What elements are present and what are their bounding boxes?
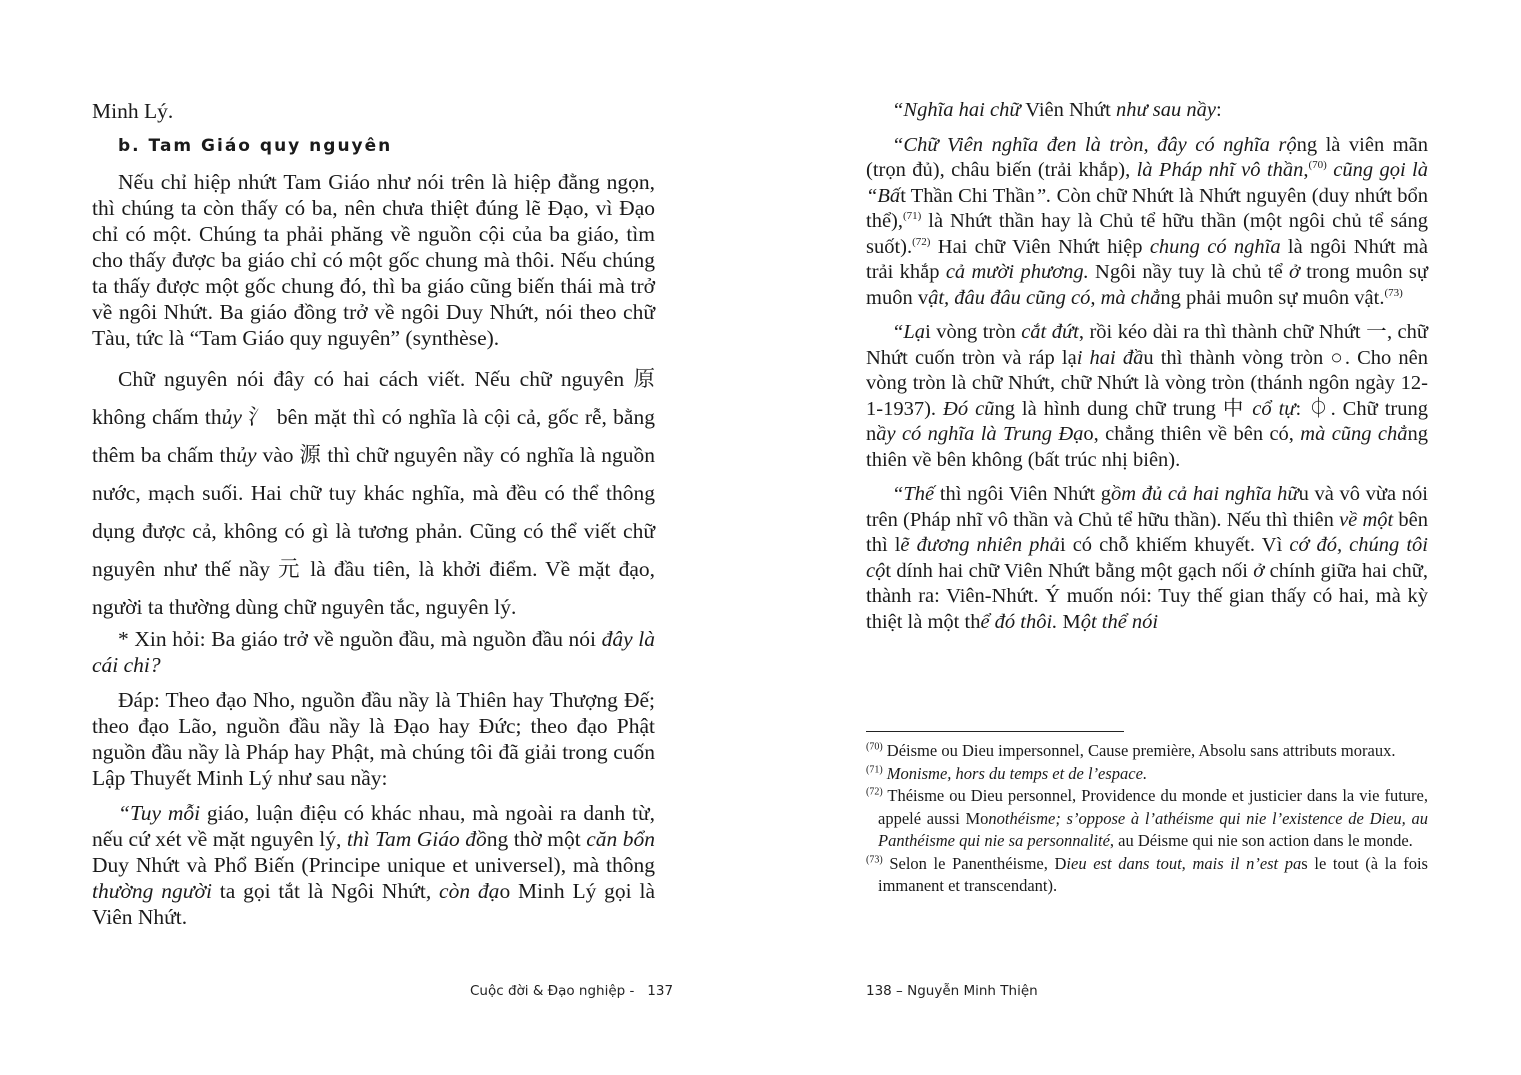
footnote-divider (866, 731, 1124, 732)
paragraph: Chữ nguyên nói đây có hai cách viết. Nếu chữ nguyên 原 không chấm thủy 氵 bên mặt thì có nghĩa là cội cả, gốc rễ, bằng thêm ba chấm thủy vào 源 thì chữ nguyên nầy có nghĩa là nguồn nước, mạch suối. Hai chữ tuy khác nghĩa, mà đều có thể thông dụng được cả, không có gì là tương phản. Cũng có thể viết chữ nguyên như thế nầy 元 là đầu tiên, là khởi điểm. Về mặt đạo, người ta thường dùng chữ nguyên tắc, nguyên lý. (92, 367, 655, 619)
section-heading: b. Tam Giáo quy nguyên (118, 136, 393, 156)
page-footer-left: Cuộc đời & Đạo nghiệp - 137 (470, 983, 674, 999)
page-footer-right: 138 – Nguyễn Minh Thiện (866, 983, 1038, 999)
footnote-ref: (73) (1384, 286, 1403, 299)
footnote: $^{(71)}$ Monisme, hors du temps et de l’espace. (866, 763, 1148, 783)
paragraph: “Nghĩa hai chữ Viên Nhứt như sau nầy: (892, 99, 1222, 121)
paragraph: “Lại vòng tròn cắt đứt, rồi kéo dài ra thì thành chữ Nhứt 一, chữ Nhứt cuốn tròn và ráp lại hai đầu thì thành vòng tròn ○. Cho nên vòng tròn là chữ Nhứt, chữ Nhứt là vòng tròn (thánh ngôn ngày 12-1-1937). Đó cũng là hình dung chữ trung 中 cổ tự: ⏀. Chữ trung nầy có nghĩa là Trung Đạo, chẳng thiên về bên có, mà cũng chẳng thiên về bên không (bất trúc nhị biên). (866, 321, 1429, 471)
right-page (866, 98, 1428, 644)
footnote: $^{(70)}$ Déisme ou Dieu impersonnel, Cause première, Absolu sans attributs moraux. (866, 741, 1396, 760)
paragraph: Nếu chỉ hiệp nhứt Tam Giáo như nói trên là hiệp đằng ngọn, thì chúng ta còn thấy có ba, nên chưa thiệt đúng lẽ Đạo, vì Đạo chỉ có một. Chúng ta phải phăng về nguồn cội của ba giáo, tìm cho thấy được ba giáo chỉ có một gốc chung mà thôi. Nếu chúng ta thấy được một gốc chung đó, thì ba giáo cũng biến thái mà trở về ngôi Nhứt. Ba giáo đồng trở về ngôi Duy Nhứt, nói theo chữ Tàu, tức là “Tam Giáo quy nguyên” (synthèse). (92, 170, 655, 350)
footnote-ref: (70) (1308, 159, 1327, 172)
left-page (92, 98, 655, 939)
question: * Xin hỏi: Ba giáo trở về nguồn đầu, mà nguồn đầu nói đây là cái chi? (92, 627, 655, 677)
footnote: $^{(72)}$ Théisme ou Dieu personnel, Providence du monde et justicier dans la vie future, appelé aussi Monothéisme; s’oppose à l’athéisme qui nie l’existence de Dieu, au Panthéisme qui nie sa personnalité, au Déisme qui nie son action dans le monde. (866, 786, 1428, 850)
paragraph: “Thế thì ngôi Viên Nhứt gồm đủ cả hai nghĩa hữu và vô vừa nói trên (Pháp nhĩ vô thần và Chủ tể hữu thần). Nếu thì thiên về một bên thì lẽ đương nhiên phải có chỗ khiếm khuyết. Vì cớ đó, chúng tôi cột dính hai chữ Viên Nhứt bằng một gạch nối ở chính giữa hai chữ, thành ra: Viên-Nhứt. Ý muốn nói: Tuy thế gian thấy có hai, mà kỳ thiệt là một thể đó thôi. Một thể nói (866, 483, 1429, 633)
footnote-ref: (71) (903, 210, 922, 223)
answer: Đáp: Theo đạo Nho, nguồn đầu nầy là Thiên hay Thượng Đế; theo đạo Lão, nguồn đầu nầy là Đạo hay Đức; theo đạo Phật nguồn đầu nầy là Pháp hay Phật, mà chúng tôi đã giải trong cuốn Lập Thuyết Minh Lý như sau nầy: (92, 688, 655, 790)
footnote: $^{(73)}$ Selon le Panenthéisme, Dieu est dans tout, mais il n’est pas le tout (à la fois immanent et transcendant). (866, 853, 1428, 895)
paragraph: “Chữ Viên nghĩa đen là tròn, đây có nghĩa rộng là viên mãn (trọn đủ), châu biến (trải khắp), là Pháp nhĩ vô thần,$^{(70)}$ cũng gọi là “Bất Thần Chi Thần”. Còn chữ Nhứt là Nhứt nguyên (duy nhứt bổn thể),$^{(71)}$ là Nhứt thần hay là Chủ tể hữu thần (một ngôi chủ tể sáng suốt).$^{(72)}$ Hai chữ Viên Nhứt hiệp chung có nghĩa là ngôi Nhứt mà trải khắp cả mười phương. Ngôi nầy tuy là chủ tể ở trong muôn sự muôn vật, đâu đâu cũng có, mà chẳng phải muôn sự muôn vật.$^{(73)}$ (866, 133, 1429, 309)
quote: “Tuy mỗi giáo, luận điệu có khác nhau, mà ngoài ra danh từ, nếu cứ xét về mặt nguyên lý, thì Tam Giáo đồng thờ một căn bổn Duy Nhứt và Phổ Biến (Principe unique et universel), mà thông thường người ta gọi tắt là Ngôi Nhứt, còn đạo Minh Lý gọi là Viên Nhứt. (92, 801, 656, 929)
paragraph: Minh Lý. (92, 99, 174, 123)
footnote-ref: (72) (912, 235, 931, 248)
footnotes (866, 740, 1428, 898)
